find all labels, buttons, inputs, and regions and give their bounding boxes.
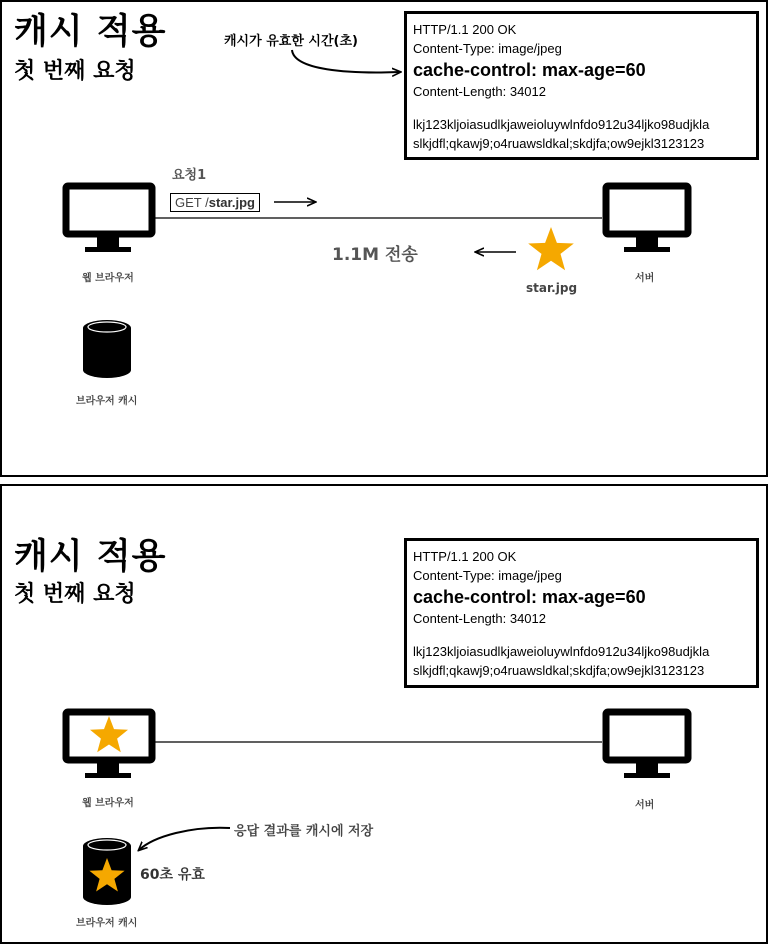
browser-monitor-icon — [66, 186, 152, 252]
get-method: GET / — [175, 195, 209, 210]
browser-label: 웹 브라우저 — [82, 273, 134, 284]
server-monitor-icon — [606, 186, 688, 252]
slide-subtitle: 첫 번째 요청 — [14, 59, 136, 84]
response-body-line-2: slkjdfl;qkawj9;o4ruawsldkal;skdjfa;ow9ejkl3123123 — [413, 663, 705, 678]
content-length-header: Content-Length: 34012 — [413, 84, 546, 99]
star-image-icon — [528, 227, 574, 270]
star-file-label: star.jpg — [526, 281, 578, 295]
annotation-arrow — [292, 50, 400, 72]
max-age-annotation: 캐시가 유효한 시간(초) — [224, 34, 358, 49]
response-body-line-2: slkjdfl;qkawj9;o4ruawsldkal;skdjfa;ow9ejkl3123123 — [413, 136, 705, 151]
status-line: HTTP/1.1 200 OK — [413, 22, 517, 37]
server-label: 서버 — [635, 273, 655, 284]
browser-label: 웹 브라우저 — [82, 798, 134, 809]
slide-cache-stored — [0, 484, 768, 944]
cache-label: 브라우저 캐시 — [76, 918, 138, 929]
slide2-diagram — [2, 486, 766, 942]
response-body-line-1: lkj123kljoiasudlkjaweioluywlnfdo912u34ljko98udjkla — [413, 117, 710, 132]
slide-title: 캐시 적용 — [14, 12, 167, 52]
content-type-header: Content-Type: image/jpeg — [413, 41, 562, 56]
cache-control-header: cache-control: max-age=60 — [413, 60, 646, 80]
status-line: HTTP/1.1 200 OK — [413, 549, 517, 564]
request-label: 요청1 — [172, 168, 207, 183]
validity-label: 60초 유효 — [140, 867, 205, 883]
cache-label: 브라우저 캐시 — [76, 396, 138, 407]
slide-title: 캐시 적용 — [14, 537, 167, 577]
server-monitor-icon — [606, 712, 688, 778]
browser-cache-icon — [83, 320, 131, 378]
store-arrow — [139, 828, 230, 850]
slide-subtitle: 첫 번째 요청 — [14, 582, 136, 607]
response-body-line-1: lkj123kljoiasudlkjaweioluywlnfdo912u34ljko98udjkla — [413, 644, 710, 659]
content-length-header: Content-Length: 34012 — [413, 611, 546, 626]
cache-control-header: cache-control: max-age=60 — [413, 587, 646, 607]
get-request-box — [170, 193, 260, 212]
content-type-header: Content-Type: image/jpeg — [413, 568, 562, 583]
server-label: 서버 — [635, 800, 655, 811]
transfer-size: 1.1M 전송 — [332, 245, 418, 265]
store-annotation: 응답 결과를 캐시에 저장 — [234, 824, 374, 839]
get-path: star.jpg — [208, 195, 255, 210]
